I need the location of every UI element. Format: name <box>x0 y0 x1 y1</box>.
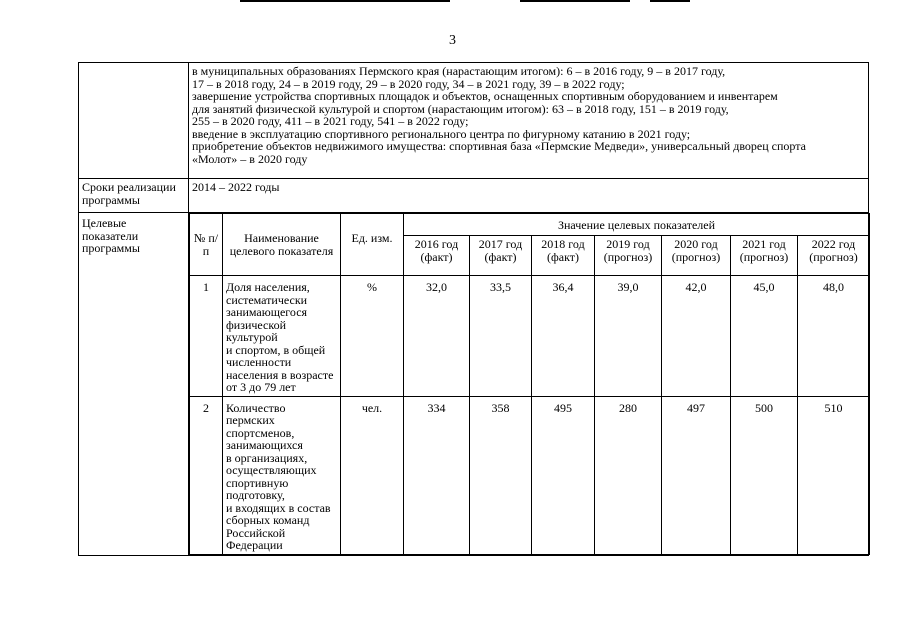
year-type: (прогноз) <box>671 249 721 264</box>
year-type: (прогноз) <box>603 249 653 264</box>
intro-line: завершение устройства спортивных площадок и объектов, оснащенных спортивным оборудованием и инвентарем <box>192 89 778 103</box>
row-value: 334 <box>404 396 470 554</box>
indicators-cell <box>189 213 869 556</box>
row-num: 2 <box>190 396 223 554</box>
row-value: 510 <box>798 396 870 554</box>
row-name-line: численности <box>226 355 292 369</box>
year-type: (факт) <box>546 249 579 264</box>
year-label: 2022 год <box>811 237 856 251</box>
indicators-row <box>79 213 869 556</box>
year-header <box>595 236 662 276</box>
row-name-line: от 3 до 79 лет <box>226 380 296 394</box>
period-row <box>79 179 869 213</box>
row-name-line: спортивную <box>226 475 289 490</box>
header-name-text: Наименование целевого показателя <box>229 231 334 258</box>
year-label: 2019 год <box>606 237 650 251</box>
row-value: 497 <box>662 396 731 554</box>
year-header <box>404 236 470 276</box>
year-label: 2016 год <box>414 237 459 251</box>
row-value: 45,0 <box>731 276 798 397</box>
scan-artifact-line <box>520 0 630 2</box>
year-header <box>662 236 731 276</box>
table-row <box>190 276 870 397</box>
row-name-line: занимающегося <box>226 305 308 319</box>
period-label: Сроки реализации программы <box>79 179 189 213</box>
year-label: 2020 год <box>674 237 718 251</box>
header-num-text: № п/п <box>193 231 219 258</box>
row-value: 39,0 <box>595 276 662 397</box>
row-name-line: и входящих в состав <box>226 500 331 515</box>
intro-line: в муниципальных образованиях Пермского края (нарастающим итогом): 6 – в 2016 году, 9 – в 2017 году, <box>192 64 726 78</box>
intro-row <box>79 63 869 179</box>
scan-artifact-line <box>650 0 690 2</box>
row-name-line: Доля населения, <box>226 280 310 294</box>
year-type: (факт) <box>420 249 453 264</box>
intro-line: 255 – в 2020 году, 411 – в 2021 году, 541 – в 2022 году; <box>192 114 469 128</box>
year-type: (прогноз) <box>739 249 789 264</box>
row-value: 500 <box>731 396 798 554</box>
year-header <box>798 236 870 276</box>
row-name-line: сборных команд <box>226 513 310 527</box>
row-name-line: занимающихся <box>226 438 303 452</box>
row-value: 358 <box>470 396 532 554</box>
row-name <box>223 396 341 554</box>
row-value: 495 <box>532 396 595 554</box>
header-unit-text: Ед. изм. <box>351 231 393 245</box>
header-row <box>190 214 870 236</box>
indicators-label: Целевые показатели программы <box>79 213 189 556</box>
row-name <box>223 276 341 397</box>
year-type: (прогноз) <box>809 249 858 264</box>
row-unit: чел. <box>341 396 404 554</box>
header-unit <box>341 214 404 276</box>
row-name-line: систематически <box>226 292 308 307</box>
intro-line: приобретение объектов недвижимого имущества: спортивная база «Пермские Медведи», универсальный дворец спорта <box>192 139 806 153</box>
row-value: 42,0 <box>662 276 731 397</box>
row-name-line: Количество пермских <box>226 400 286 427</box>
year-header <box>470 236 532 276</box>
row-name-line: в организациях, <box>226 450 308 465</box>
intro-left-cell <box>79 63 189 179</box>
indicators-table <box>189 213 870 555</box>
row-num: 1 <box>190 276 223 397</box>
year-label: 2018 год <box>541 237 585 251</box>
row-value: 48,0 <box>798 276 870 397</box>
row-name-line: населения в возрасте <box>226 367 334 382</box>
year-label: 2017 год <box>478 237 523 251</box>
row-name-line: Российской <box>226 525 286 540</box>
intro-text-cell <box>189 63 869 179</box>
row-name-line: физической культурой <box>226 317 286 344</box>
table-row <box>190 396 870 554</box>
row-name-line: и спортом, в общей <box>226 342 326 357</box>
period-value: 2014 – 2022 годы <box>189 179 869 213</box>
year-header <box>532 236 595 276</box>
intro-line: введение в эксплуатацию спортивного регионального центра по фигурному катанию в 2021 году; <box>192 126 691 141</box>
row-name-line: подготовку, <box>226 488 285 502</box>
row-unit: % <box>341 276 404 397</box>
row-value: 36,4 <box>532 276 595 397</box>
year-label: 2021 год <box>742 237 786 251</box>
row-name-line: осуществляющих <box>226 463 317 477</box>
scan-artifact-line <box>240 0 450 2</box>
intro-line: «Молот» – в 2020 году <box>192 151 308 166</box>
row-value: 280 <box>595 396 662 554</box>
header-num <box>190 214 223 276</box>
header-values-group: Значение целевых показателей <box>404 214 870 236</box>
row-name-line: спортсменов, <box>226 425 295 440</box>
header-name <box>223 214 341 276</box>
intro-line: для занятий физической культурой и спортом (нарастающим итогом): 63 – в 2018 году, 151 – в 2019 году, <box>192 101 729 116</box>
row-name-line: Федерации <box>226 538 283 552</box>
row-value: 33,5 <box>470 276 532 397</box>
year-header <box>731 236 798 276</box>
row-value: 32,0 <box>404 276 470 397</box>
year-type: (факт) <box>484 249 517 264</box>
program-passport-table <box>78 62 869 556</box>
intro-line: 17 – в 2018 году, 24 – в 2019 году, 29 – в 2020 году, 34 – в 2021 году, 39 – в 2022 году; <box>192 76 625 91</box>
page-number: 3 <box>449 33 456 48</box>
